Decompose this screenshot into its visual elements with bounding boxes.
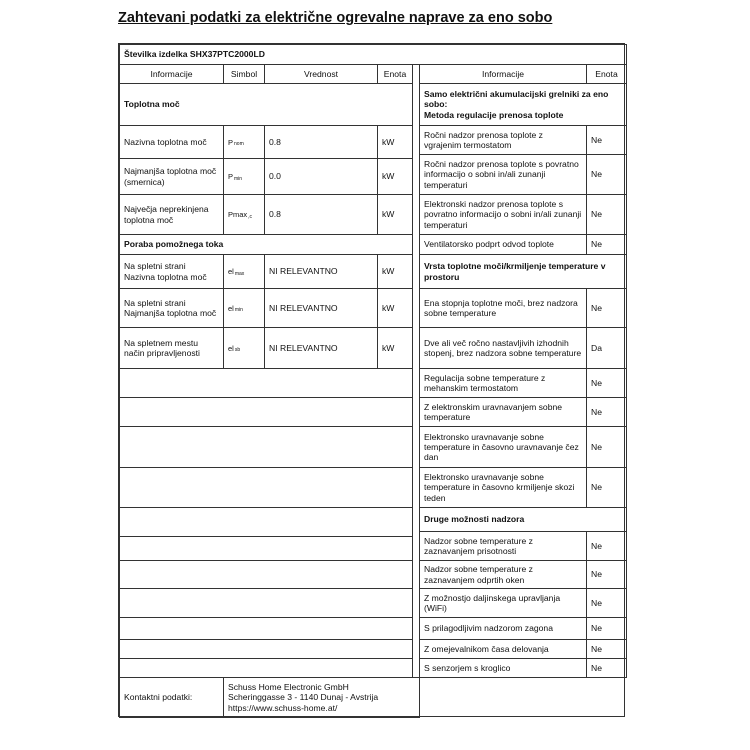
contact-line: Scheringgasse 3 - 1140 Dunaj - Avstrija — [228, 692, 379, 703]
control-row-value — [586, 234, 627, 255]
aux-row-unit-text: kW — [382, 266, 395, 277]
control-row-info — [419, 125, 587, 155]
contact-details — [223, 677, 420, 718]
heat-row-info-text: Najmanjša toplotna moč (smernica) — [124, 166, 217, 187]
empty-row — [119, 560, 413, 589]
other-row-info — [419, 617, 587, 640]
heat-row-info — [119, 158, 224, 195]
storage-heater-section-text: Samo električni akumulacijski grelniki za eno sobo: Metoda regulacije prenosa toplote — [424, 89, 609, 120]
temperature-row-info — [419, 327, 587, 369]
data-table — [118, 43, 625, 717]
aux-row-symbol-subscript: sb — [234, 347, 241, 353]
control-row-value-text: Ne — [591, 169, 602, 180]
aux-row-symbol — [223, 327, 265, 369]
other-row-value — [586, 560, 627, 589]
temperature-row-info-text: Ena stopnja toplotne moči, brez nadzora sobne temperature — [424, 297, 578, 318]
empty-row — [119, 467, 413, 508]
control-row-value — [586, 194, 627, 235]
aux-row-unit — [377, 327, 413, 369]
aux-row-info-text: Na spletni strani Nazivna toplotna moč — [124, 261, 207, 282]
heat-row-symbol — [223, 125, 265, 159]
other-row-info — [419, 639, 587, 659]
aux-row-value — [264, 327, 378, 369]
heat-row-info-text: Največja neprekinjena toplotna moč — [124, 204, 209, 225]
heat-row-value-text: 0.0 — [269, 171, 281, 182]
aux-row-symbol-subscript: max — [234, 270, 245, 277]
contact-label-text: Kontaktni podatki: — [124, 692, 193, 703]
left-header-3-text: Vrednost — [303, 68, 339, 79]
aux-consumption-section-text: Poraba pomožnega toka — [124, 239, 224, 250]
aux-row-info-text: Na spletnem mestu način pripravljenosti — [124, 337, 200, 358]
temperature-row-info — [419, 288, 587, 328]
temperature-row-info-text: Dve ali več ročno nastavljivih izhodnih stopenj, brez nadzora sobne temperature — [424, 337, 582, 358]
other-row-info-text: S prilagodljivim nadzorom zagona — [424, 623, 553, 634]
other-row-info — [419, 531, 587, 561]
right-header-info — [419, 64, 587, 84]
temperature-row-info-text: Elektronsko uravnavanje sobne temperature in časovno uravnavanje čez dan — [424, 431, 579, 463]
heat-row-value — [264, 158, 378, 195]
empty-row — [119, 588, 413, 618]
other-row-info — [419, 588, 587, 618]
heat-row-symbol — [223, 194, 265, 235]
heat-output-section-text: Toplotna moč — [124, 99, 180, 110]
empty-row — [119, 368, 413, 398]
other-row-value — [586, 617, 627, 640]
storage-heater-section — [419, 83, 627, 126]
other-row-value-text: Ne — [591, 569, 602, 580]
heat-row-value — [264, 194, 378, 235]
temperature-row-value-text: Ne — [591, 482, 602, 493]
right-header-unit-text: Enota — [595, 68, 618, 79]
empty-row — [119, 397, 413, 427]
heat-row-info-text: Nazivna toplotna moč — [124, 136, 207, 147]
model-number-row-text: Številka izdelka SHX37PTC2000LD — [124, 49, 265, 60]
left-header-4 — [377, 64, 413, 84]
left-header-2-text: Simbol — [230, 68, 258, 79]
temperature-row-info-text: Z elektronskim uravnavanjem sobne temperature — [424, 401, 563, 422]
other-row-value — [586, 531, 627, 561]
other-row-value-text: Ne — [591, 643, 602, 654]
heat-row-symbol-main: P — [228, 137, 234, 147]
empty-row — [119, 507, 413, 537]
heat-row-unit-text: kW — [382, 171, 395, 182]
heat-output-section — [119, 83, 413, 126]
contact-label — [119, 677, 224, 718]
document-title: Zahtevani podatki za električne ogrevalne naprave za eno sobo — [118, 10, 553, 26]
temperature-row-value-text: Da — [591, 342, 602, 353]
heat-row-unit — [377, 125, 413, 159]
temperature-row-value-text: Ne — [591, 406, 602, 417]
left-header-4-text: Enota — [383, 68, 407, 79]
control-row-info-text: Ročni nadzor prenosa toplote s povratno informacijo o sobni in/ali zunanji temperaturi — [424, 159, 579, 190]
temperature-row-value — [586, 368, 627, 398]
empty-row — [119, 639, 413, 659]
temperature-control-section — [419, 254, 627, 289]
temperature-row-info — [419, 426, 587, 468]
right-header-unit — [586, 64, 627, 84]
temperature-row-value — [586, 467, 627, 508]
heat-row-symbol-main: Pmax — [228, 210, 248, 219]
left-header-1 — [119, 64, 224, 84]
other-row-value — [586, 588, 627, 618]
temperature-row-value — [586, 288, 627, 328]
heat-row-value-text: 0.8 — [269, 209, 281, 220]
control-row-info-text: Elektronski nadzor prenosa toplote s povratno informacijo o sobni in/ali zunanji temperaturi — [424, 199, 582, 230]
control-row-value-text: Ne — [591, 239, 602, 250]
heat-row-value-text: 0.8 — [269, 136, 281, 147]
control-row-info — [419, 234, 587, 255]
aux-row-value-text: NI RELEVANTNO — [269, 302, 338, 313]
heat-row-info — [119, 194, 224, 235]
aux-row-unit — [377, 254, 413, 289]
other-row-value — [586, 639, 627, 659]
heat-row-info — [119, 125, 224, 159]
temperature-row-value — [586, 327, 627, 369]
control-row-info — [419, 154, 587, 195]
aux-row-info — [119, 254, 224, 289]
heat-row-symbol-subscript: min — [234, 175, 243, 182]
aux-row-symbol-main: el — [228, 343, 234, 353]
control-row-info-text: Ročni nadzor prenosa toplote z vgrajenim termostatom — [424, 129, 543, 150]
aux-row-unit-text: kW — [382, 342, 395, 353]
aux-row-symbol-main: el — [228, 267, 234, 276]
heat-row-unit — [377, 194, 413, 235]
left-header-1-text: Informacije — [150, 68, 193, 79]
aux-row-value — [264, 254, 378, 289]
other-controls-section — [419, 507, 627, 532]
empty-row — [119, 658, 413, 678]
heat-row-unit — [377, 158, 413, 195]
aux-row-value-text: NI RELEVANTNO — [269, 266, 338, 277]
right-header-info-text: Informacije — [481, 68, 525, 79]
control-row-value-text: Ne — [591, 209, 602, 220]
control-row-value-text: Ne — [591, 134, 602, 145]
empty-row — [119, 536, 413, 561]
heat-row-symbol — [223, 158, 265, 195]
other-row-value-text: Ne — [591, 597, 602, 608]
control-row-info — [419, 194, 587, 235]
aux-row-symbol — [223, 254, 265, 289]
heat-row-symbol-subscript: ,c — [248, 213, 253, 220]
temperature-row-value — [586, 397, 627, 427]
left-header-3 — [264, 64, 378, 84]
heat-row-symbol-subscript: nom — [234, 141, 244, 147]
control-row-info-text: Ventilatorsko podprt odvod toplote — [424, 239, 554, 250]
control-row-value — [586, 125, 627, 155]
contact-line: https://www.schuss-home.at/ — [228, 702, 338, 713]
other-row-info-text: Nadzor sobne temperature z zaznavanjem odprtih oken — [424, 564, 533, 585]
temperature-row-value-text: Ne — [591, 441, 602, 452]
other-row-info-text: Z omejevalnikom časa delovanja — [424, 643, 549, 654]
empty-row — [119, 426, 413, 468]
temperature-row-info — [419, 397, 587, 427]
temperature-control-section-text: Vrsta toplotne moči/krmiljenje temperature v prostoru — [424, 261, 606, 282]
aux-row-symbol-subscript: min — [234, 307, 243, 313]
empty-row — [119, 617, 413, 640]
aux-consumption-section — [119, 234, 413, 255]
heat-row-unit-text: kW — [382, 209, 395, 220]
left-header-2 — [223, 64, 265, 84]
aux-row-info-text: Na spletni strani Najmanjša toplotna moč — [124, 297, 217, 318]
other-row-info-text: S senzorjem s kroglico — [424, 662, 511, 673]
other-row-value-text: Ne — [591, 540, 602, 551]
temperature-row-value-text: Ne — [591, 302, 602, 313]
temperature-row-info-text: Elektronsko uravnavanje sobne temperature in časovno krmiljenje skozi teden — [424, 472, 575, 503]
other-row-info — [419, 658, 587, 678]
other-row-info-text: Z možnostjo daljinskega upravljanja (WiFi) — [424, 592, 561, 613]
model-number-row — [119, 44, 627, 65]
other-row-info — [419, 560, 587, 589]
temperature-row-value — [586, 426, 627, 468]
other-row-value — [586, 658, 627, 678]
aux-row-value — [264, 288, 378, 328]
temperature-row-info-text: Regulacija sobne temperature z mehanskim termostatom — [424, 372, 546, 393]
contact-line: Schuss Home Electronic GmbH — [228, 682, 349, 693]
aux-row-symbol-main: el — [228, 303, 234, 313]
aux-row-value-text: NI RELEVANTNO — [269, 342, 338, 353]
aux-row-unit-text: kW — [382, 302, 395, 313]
other-controls-section-text: Druge možnosti nadzora — [424, 514, 525, 525]
heat-row-symbol-main: P — [228, 172, 234, 181]
aux-row-symbol — [223, 288, 265, 328]
aux-row-info — [119, 327, 224, 369]
aux-row-unit — [377, 288, 413, 328]
temperature-row-info — [419, 368, 587, 398]
heat-row-value — [264, 125, 378, 159]
control-row-value — [586, 154, 627, 195]
other-row-value-text: Ne — [591, 662, 602, 673]
heat-row-unit-text: kW — [382, 136, 395, 147]
aux-row-info — [119, 288, 224, 328]
temperature-row-value-text: Ne — [591, 377, 602, 388]
other-row-info-text: Nadzor sobne temperature z zaznavanjem prisotnosti — [424, 535, 533, 556]
temperature-row-info — [419, 467, 587, 508]
other-row-value-text: Ne — [591, 623, 602, 634]
